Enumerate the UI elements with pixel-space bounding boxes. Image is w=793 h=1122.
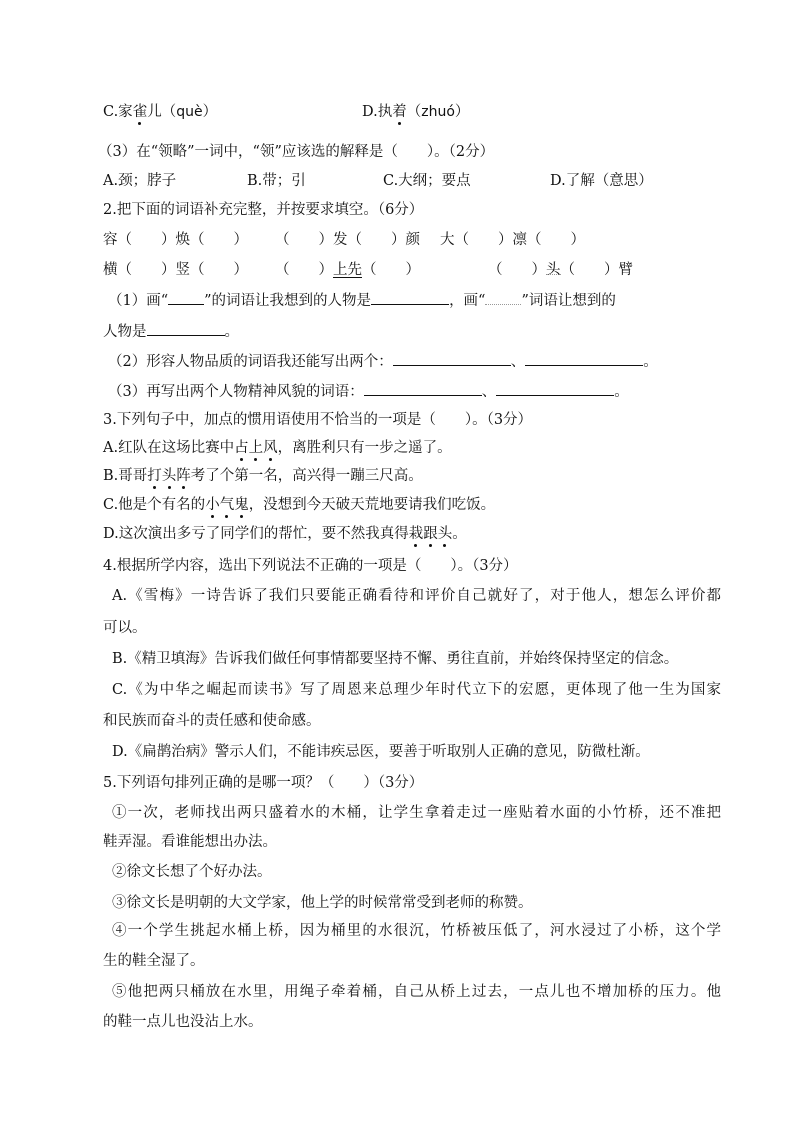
- answer-blank[interactable]: [496, 381, 614, 396]
- q5-sentence-1-cont: 鞋弄湿。看谁能想出办法。: [103, 834, 277, 850]
- q4-opt-c: C.《为中华之崛起而读书》写了周恩来总理少年时代立下的宏愿，更体现了他一生为国家: [112, 682, 721, 698]
- q4-title: 4.根据所学内容，选出下列说法不正确的一项是（ ）。（3分）: [103, 558, 518, 574]
- q2-word-6: （ ）头（ ）臂: [488, 262, 633, 278]
- emphasis-char: 打: [147, 468, 162, 484]
- q4-opt-a-cont: 可以。: [103, 620, 147, 636]
- q2-sub1-cont: 人物是 。: [103, 321, 239, 342]
- q3-opt-a: A.红队在这场比赛中占上风，离胜利只有一步之遥了。: [103, 440, 452, 456]
- emphasis-char: 着: [392, 104, 407, 120]
- q2-sub3: （3）再写出两个人物精神风貌的词语： 、 。: [108, 381, 629, 402]
- q1-opt-a: A.颈；脖子: [103, 173, 177, 189]
- q3-opt-c: C.他是个有名的小气鬼，没想到今天破天荒地要请我们吃饭。: [103, 497, 496, 513]
- q3-title: 3.下列句子中，加点的惯用语使用不恰当的一项是（ ）。（3分）: [103, 412, 533, 428]
- q5-sentence-4-cont: 生的鞋全湿了。: [103, 953, 205, 969]
- blank[interactable]: [168, 290, 204, 305]
- q2-word-2: （ ）发（ ）颜: [275, 232, 420, 248]
- q2-word-5: （ ）上先（ ）: [275, 262, 420, 278]
- emphasis-char: 阵: [176, 468, 191, 484]
- emphasis-char: 上: [248, 440, 264, 456]
- answer-blank[interactable]: [371, 290, 449, 305]
- q4-opt-b: B.《精卫填海》告诉我们做任何事情都要坚持不懈、勇往直前，并始终保持坚定的信念。: [112, 651, 679, 667]
- emphasis-char: 栽: [408, 526, 424, 542]
- q5-sentence-4: ④一个学生挑起水桶上桥，因为桶里的水很沉，竹桥被压低了，河水浸过了小桥，这个学: [112, 923, 721, 939]
- q5-title: 5.下列语句排列正确的是哪一项？（ ）（3分）: [103, 775, 424, 791]
- emphasis-phrase: [234, 440, 278, 456]
- emphasis-char: 风: [263, 440, 278, 456]
- answer-blank[interactable]: [147, 321, 225, 336]
- emphasis-char: 跟: [423, 526, 438, 542]
- emphasis-char: 头: [437, 526, 453, 542]
- q1-opt-c: C.大纲；要点: [383, 173, 471, 189]
- emphasis-char: 雀: [132, 104, 148, 120]
- q5-sentence-5: ⑤他把两只桶放在水里，用绳子牵着桶，自己从桥上过去，一点儿也不增加桥的压力。他: [112, 984, 721, 1000]
- emphasis-char: 占: [234, 440, 249, 456]
- emphasis-phrase: [147, 468, 191, 484]
- q2-sub1: （1）画“ ”的词语让我想到的人物是 ，画“ ”词语让想到的: [108, 290, 616, 311]
- q3-opt-d: D.这次演出多亏了同学们的帮忙，要不然我真得栽跟头。: [103, 526, 467, 542]
- answer-blank[interactable]: [393, 351, 511, 366]
- q5-sentence-2: ②徐文长想了个好办法。: [112, 864, 272, 880]
- emphasis-phrase: [205, 497, 249, 513]
- emphasis-char: 鬼: [234, 497, 249, 513]
- q1-option-c: C.家雀儿（què）: [103, 104, 218, 120]
- q4-opt-d: D.《扁鹊治病》警示人们，不能讳疾忌医，要善于听取别人正确的意见，防微杜渐。: [112, 744, 650, 760]
- q5-sentence-5-cont: 的鞋一点儿也没沾上水。: [103, 1014, 263, 1030]
- q5-sentence-3: ③徐文长是明朝的大文学家，他上学的时候常常受到老师的称赞。: [112, 895, 533, 911]
- q1-opt-d: D.了解（意思）: [550, 173, 653, 189]
- blank: [485, 290, 521, 305]
- answer-blank[interactable]: [525, 351, 643, 366]
- q1-opt-b: B.带；引: [247, 173, 306, 189]
- q3-opt-b: B.哥哥打头阵考了个第一名，高兴得一蹦三尺高。: [103, 468, 423, 484]
- emphasis-char: 小: [205, 497, 220, 513]
- q4-opt-a: A.《雪梅》一诗告诉了我们只要能正确看待和评价自己就好了，对于他人，想怎么评价都: [112, 588, 721, 604]
- q1-option-d: D.执着（zhuó）: [362, 104, 470, 120]
- q5-sentence-1: ①一次，老师找出两只盛着水的木桶，让学生拿着走过一座贴着水面的小竹桥，还不准把: [112, 805, 721, 821]
- q2-title: 2.把下面的词语补充完整，并按要求填空。（6分）: [103, 202, 424, 218]
- answer-blank[interactable]: [364, 381, 482, 396]
- emphasis-char: 气: [219, 497, 235, 513]
- emphasis-phrase: [409, 526, 453, 542]
- q1-sub3: （3）在“领略”一词中，“领”应该选的解释是（ ）。（2分）: [98, 144, 495, 160]
- emphasis-char: 头: [161, 468, 177, 484]
- q2-word-4: 横（ ）竖（ ）: [103, 262, 248, 278]
- q2-sub2: （2）形容人物品质的词语我还能写出两个： 、 。: [108, 351, 658, 372]
- q2-word-3: 大（ ）凛（ ）: [440, 232, 585, 248]
- q4-opt-c-cont: 和民族而奋斗的责任感和使命感。: [103, 713, 321, 729]
- q2-word-1: 容（ ）焕（ ）: [103, 232, 248, 248]
